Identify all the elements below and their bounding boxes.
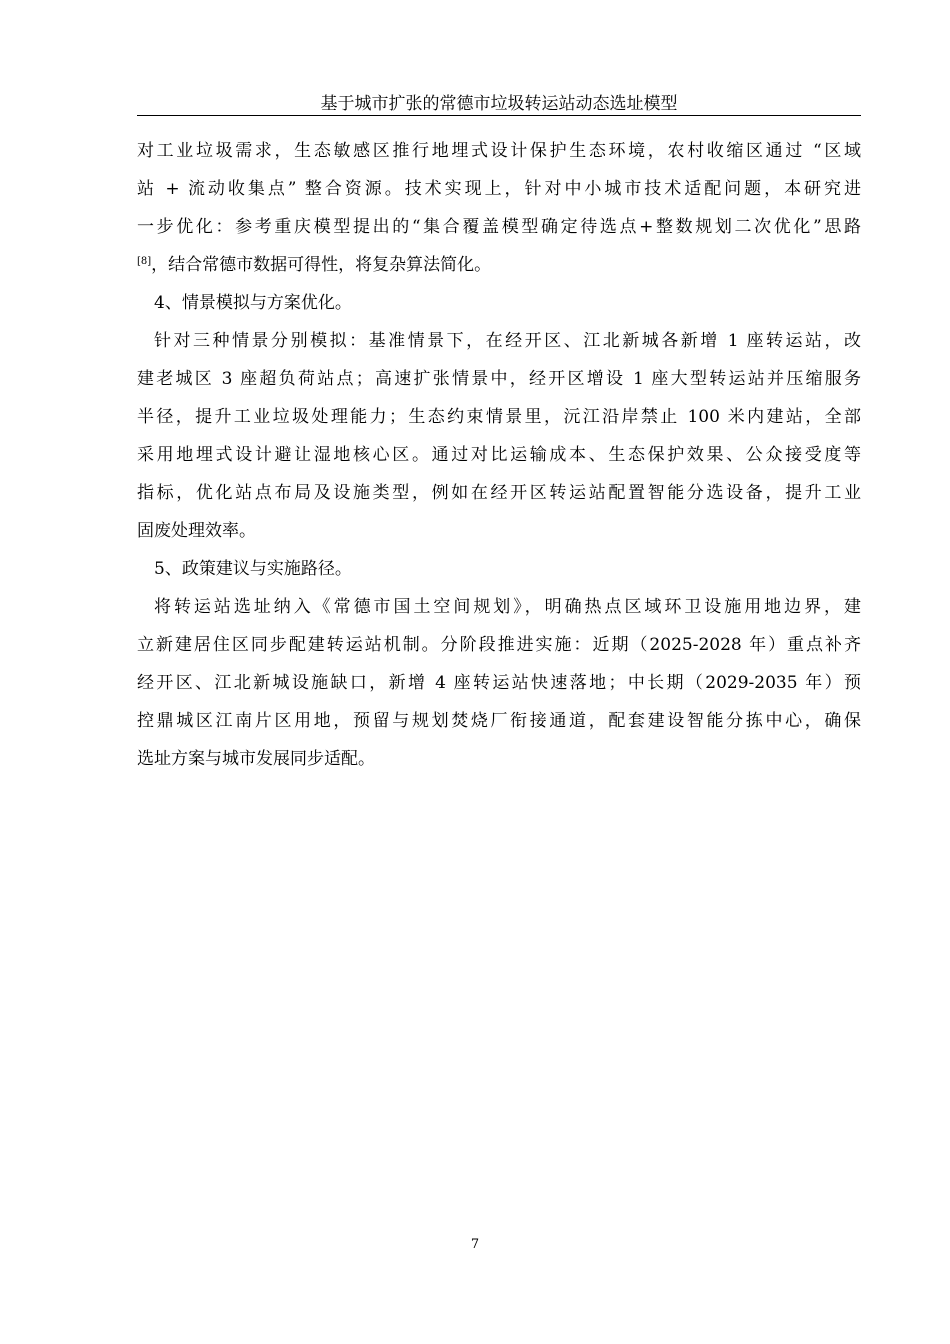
- paragraph-line: 控鼎城区江南片区用地，预留与规划焚烧厂衔接通道，配套建设智能分拣中心，确保: [137, 711, 861, 731]
- citation-ref: [8]: [137, 256, 152, 267]
- paragraph-line: 一步优化：参考重庆模型提出的“集合覆盖模型确定待选点+整数规划二次优化”思路: [137, 217, 861, 237]
- paragraph-3: [137, 588, 861, 778]
- paragraph-line: 对工业垃圾需求，生态敏感区推行地埋式设计保护生态环境，农村收缩区通过 “区域: [137, 141, 861, 161]
- section-heading-5: 5、政策建议与实施路径。: [154, 559, 352, 579]
- paragraph-line: 指标，优化站点布局及设施类型，例如在经开区转运站配置智能分选设备，提升工业: [137, 483, 861, 503]
- paragraph-line: 固废处理效率。: [137, 521, 256, 541]
- document-body: [137, 132, 861, 778]
- paragraph-line: 选址方案与城市发展同步适配。: [137, 749, 375, 769]
- paragraph-line: 针对三种情景分别模拟：基准情景下，在经开区、江北新城各新增 1 座转运站，改: [154, 331, 861, 351]
- paragraph-line: 半径，提升工业垃圾处理能力；生态约束情景里，沅江沿岸禁止 100 米内建站，全部: [137, 407, 861, 427]
- page-header-title: 基于城市扩张的常德市垃圾转运站动态选址模型: [320, 94, 678, 114]
- page-number: 7: [470, 1237, 480, 1252]
- paragraph-line: 建老城区 3 座超负荷站点；高速扩张情景中，经开区增设 1 座大型转运站并压缩服务: [137, 369, 861, 389]
- paragraph-line: [137, 246, 861, 284]
- paragraph-line: 立新建居住区同步配建转运站机制。分阶段推进实施：近期（2025-2028 年）重点补齐: [137, 635, 861, 655]
- paragraph-1: [137, 132, 861, 284]
- paragraph-line: 将转运站选址纳入《常德市国土空间规划》，明确热点区域环卫设施用地边界，建: [154, 597, 861, 617]
- section-heading-4: 4、情景模拟与方案优化。: [154, 293, 352, 313]
- header-divider: [137, 115, 861, 116]
- paragraph-2: [137, 322, 861, 550]
- paragraph-line: 经开区、江北新城设施缺口，新增 4 座转运站快速落地；中长期（2029-2035 年）预: [137, 673, 861, 693]
- paragraph-line: 站 + 流动收集点” 整合资源。技术实现上，针对中小城市技术适配问题，本研究进: [137, 179, 861, 199]
- paragraph-line: 采用地埋式设计避让湿地核心区。通过对比运输成本、生态保护效果、公众接受度等: [137, 445, 861, 465]
- paragraph-line-text: ，结合常德市数据可得性，将复杂算法简化。: [151, 255, 492, 275]
